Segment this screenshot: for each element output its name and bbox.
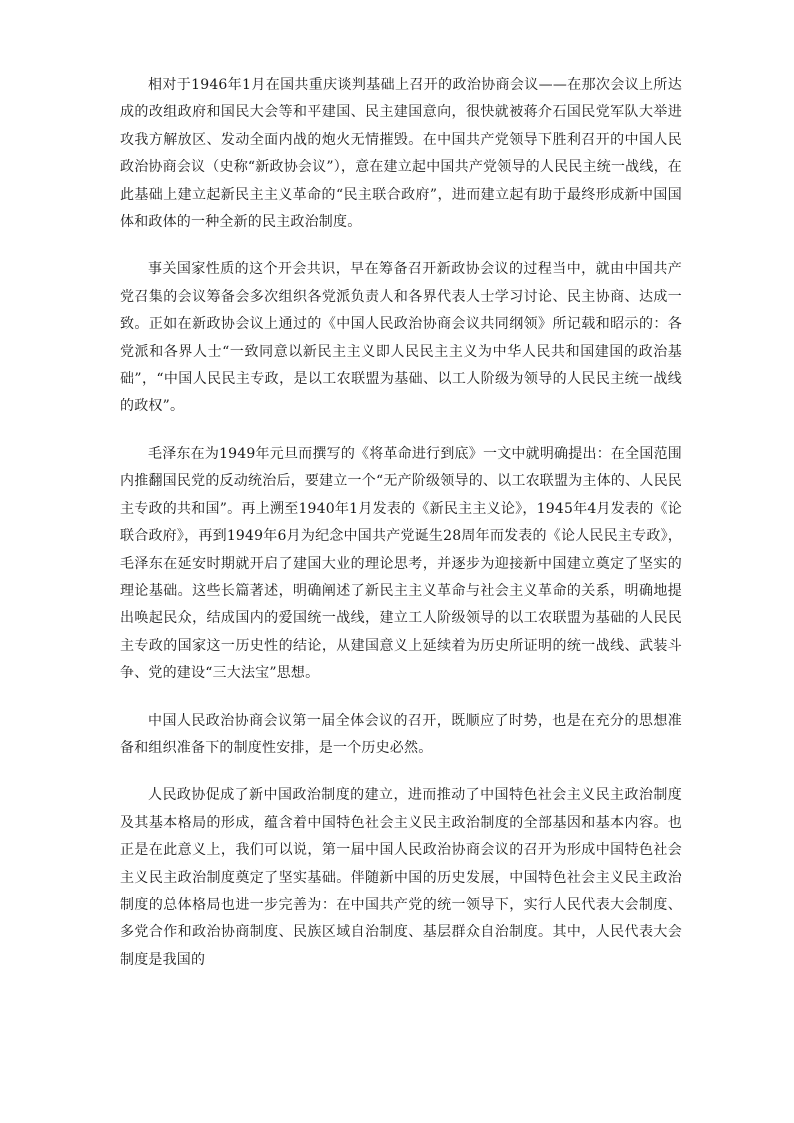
paragraph-2: 事关国家性质的这个开会共识，早在筹备召开新政协会议的过程当中，就由中国共产党召集的会议筹备会多次组织各党派负责人和各界代表人士学习讨论、民主协商、达成一致。正如在新政协会议上通过的《中国人民政治协商会议共同纲领》所记载和昭示的：各党派和各界人士“一致同意以新民主主义即人民民主主义为中华人民共和国建国的政治基础”，“中国人民民主专政，是以工农联盟为基础、以工人阶级为领导的人民民主统一战线的政权”。 <box>120 261 682 415</box>
paragraph-3: 毛泽东在为1949年元旦而撰写的《将革命进行到底》一文中就明确提出：在全国范围内推翻国民党的反动统治后，要建立一个“无产阶级领导的、以工农联盟为主体的、人民民主专政的共和国”。再上溯至1940年1月发表的《新民主主义论》，1945年4月发表的《论联合政府》，再到1949年6月为纪念中国共产党诞生28周年而发表的《论人民民主专政》，毛泽东在延安时期就开启了建国大业的理论思考，并逐步为迎接新中国建立奠定了坚实的理论基础。这些长篇著述，明确阐述了新民主主义革命与社会主义革命的关系，明确地提出唤起民众，结成国内的爱国统一战线，建立工人阶级领导的以工农联盟为基础的人民民主专政的国家这一历史性的结论，从建国意义上延续着为历史所证明的统一战线、武装斗争、党的建设“三大法宝”思想。 <box>120 445 682 682</box>
paragraph-4: 中国人民政治协商会议第一届全体会议的召开，既顺应了时势，也是在充分的思想准备和组织准备下的制度性安排，是一个历史必然。 <box>120 712 682 756</box>
paragraph-5: 人民政协促成了新中国政治制度的建立，进而推动了中国特色社会主义民主政治制度及其基本格局的形成，蕴含着中国特色社会主义民主政治制度的全部基因和基本内容。也正是在此意义上，我们可以说，第一届中国人民政治协商会议的召开为形成中国特色社会主义民主政治制度奠定了坚实基础。伴随新中国的历史发展，中国特色社会主义民主政治制度的总体格局也进一步完善为：在中国共产党的统一领导下，实行人民代表大会制度、多党合作和政治协商制度、民族区域自治制度、基层群众自治制度。其中，人民代表大会制度是我国的 <box>120 787 682 968</box>
document-page <box>120 72 682 1052</box>
paragraph-1: 相对于1946年1月在国共重庆谈判基础上召开的政治协商会议——在那次会议上所达成的改组政府和国民大会等和平建国、民主建国意向，很快就被蒋介石国民党军队大举进攻我方解放区、发动全面内战的炮火无情摧毁。在中国共产党领导下胜利召开的中国人民政治协商会议（史称“新政协会议”），意在建立起中国共产党领导的人民民主统一战线，在此基础上建立起新民主主义革命的“民主联合政府”，进而建立起有助于最终形成新中国国体和政体的一种全新的民主政治制度。 <box>120 77 682 231</box>
